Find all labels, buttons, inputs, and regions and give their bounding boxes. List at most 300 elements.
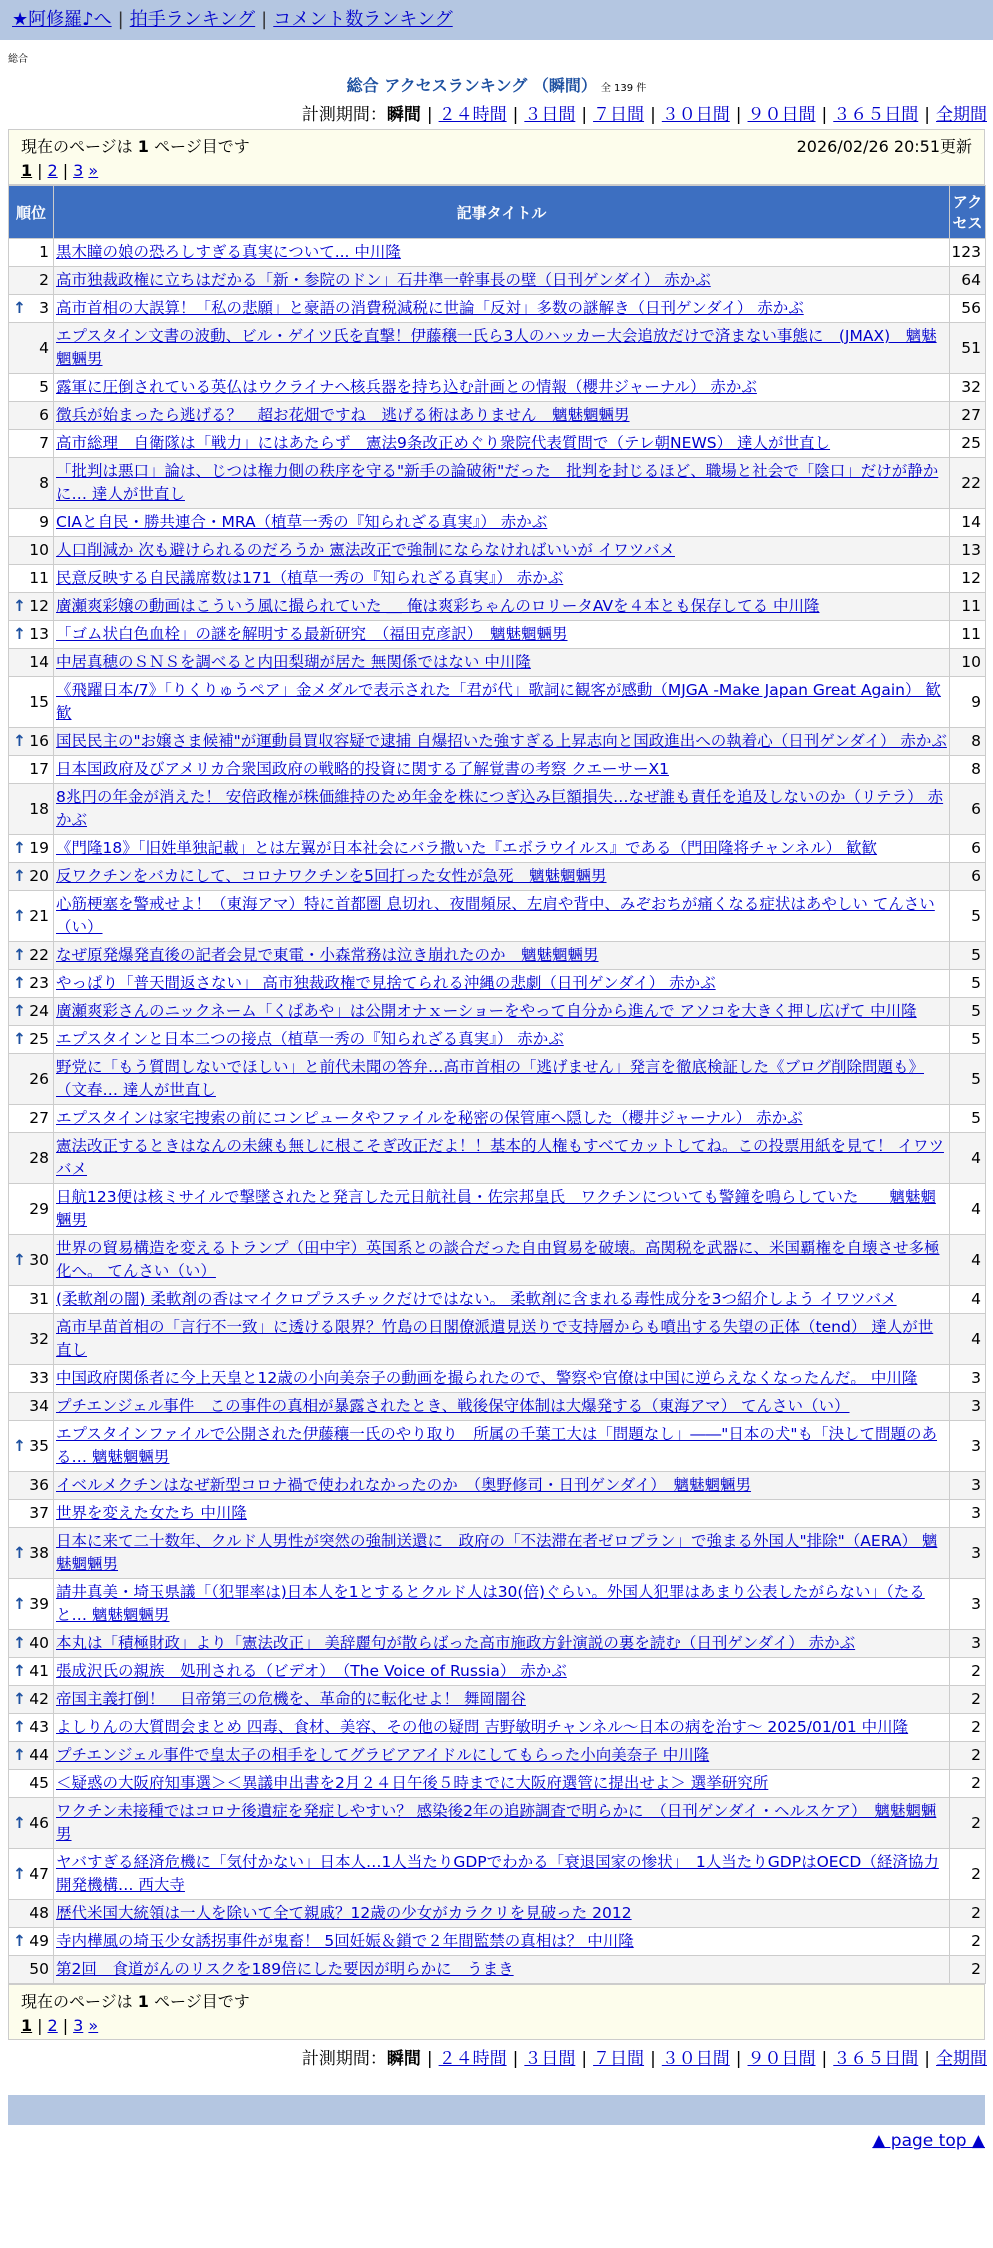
table-row — [9, 1500, 986, 1528]
table-row — [9, 1393, 986, 1421]
rank-up-arrow-icon: ↑ — [13, 1436, 26, 1455]
rank-number: 21 — [29, 906, 49, 925]
rank-up-arrow-icon: ↑ — [13, 1690, 26, 1708]
rank-cell — [9, 998, 54, 1026]
article-title-link[interactable]: エプスタインは家宅捜索の前にコンピュータやファイルを秘密の保管庫へ隠した（櫻井ジャーナル） 赤かぶ — [56, 1109, 803, 1127]
access-count: 14 — [950, 509, 986, 537]
rank-cell — [9, 1365, 54, 1393]
article-title-link[interactable]: 《飛躍日本/7》「りくりゅうペア」金メダルで表示された「君が代」歌詞に観客が感動（MJGA -Make Japan Great Again） 歓歓 — [56, 681, 941, 722]
access-count: 8 — [950, 728, 986, 756]
rank-number: 20 — [29, 867, 49, 885]
table-row — [9, 756, 986, 784]
access-count: 11 — [950, 593, 986, 621]
rank-number: 8 — [39, 473, 49, 492]
page-3-link[interactable]: 3 — [73, 161, 84, 180]
rank-number: 25 — [29, 1030, 49, 1048]
article-title-link[interactable]: プチエンジェル事件で皇太子の相手をしてグラビアアイドルにしてもらった小向美奈子 中川隆 — [56, 1746, 710, 1764]
access-count: 5 — [950, 1026, 986, 1054]
rank-cell — [9, 1630, 54, 1658]
article-title-link[interactable]: 民意反映する自民議席数は171（植草一秀の『知られざる真実』） 赤かぶ — [56, 569, 564, 587]
top-nav — [0, 0, 993, 40]
access-count: 22 — [950, 458, 986, 509]
rank-cell — [9, 458, 54, 509]
article-title-link[interactable]: 世界の貿易構造を変えるトランプ（田中宇）英国系との談合だった自由貿易を破壊。高関税を武器に、米国覇権を自壊させ多極化へ。 てんさい（い） — [56, 1239, 940, 1280]
table-row — [9, 677, 986, 728]
table-row — [9, 1956, 986, 1984]
period-label: 計測期間： — [301, 2049, 387, 2069]
updated-time: 2026/02/26 20:51更新 — [796, 137, 972, 156]
article-title-link[interactable]: 請井真美・埼玉県議「（犯罪率は)日本人を1とするとクルド人は30(倍)ぐらい。外国人犯罪はあまり公表したがらない」（たると… 魑魅魍魎男 — [56, 1583, 925, 1624]
rank-cell — [9, 239, 54, 267]
rank-up-arrow-icon: ↑ — [13, 625, 26, 643]
access-count: 25 — [950, 430, 986, 458]
page-2-link[interactable]: 2 — [47, 161, 58, 180]
page-3-link[interactable]: 3 — [73, 2016, 84, 2035]
rank-number: 18 — [29, 799, 49, 818]
nav-separator: | — [117, 9, 124, 30]
access-count: 2 — [950, 1770, 986, 1798]
rank-up-arrow-icon: ↑ — [13, 1634, 26, 1652]
next-page-link[interactable]: » — [88, 2016, 99, 2035]
rank-number: 36 — [29, 1476, 49, 1494]
article-title-link[interactable]: (柔軟剤の闇) 柔軟剤の香はマイクロプラスチックだけではない。 柔軟剤に含まれる毒性成分を3つ紹介しよう イワツバメ — [56, 1290, 897, 1308]
rank-up-arrow-icon: ↑ — [13, 1543, 26, 1562]
rank-number: 31 — [29, 1290, 49, 1308]
article-title-link[interactable]: 高市早苗首相の「言行不一致」に透ける限界？竹島の日閣僚派遣見送りで支持層からも噴出する失望の正体（tend） 達人が世直し — [56, 1318, 934, 1359]
article-title-link[interactable]: イベルメクチンはなぜ新型コロナ禍で使われなかったのか （奥野修司・日刊ゲンダイ） 魑魅魍魎男 — [56, 1476, 752, 1494]
rank-up-arrow-icon: ↑ — [13, 1030, 26, 1048]
rank-cell — [9, 756, 54, 784]
access-count: 2 — [950, 1849, 986, 1900]
ranking-table — [8, 185, 986, 1984]
access-count: 3 — [950, 1630, 986, 1658]
article-title-link[interactable]: エプスタインファイルで公開された伊藤穰一氏のやり取り 所属の千葉工大は「問題なし」――"日本の犬"も「決して問題のある… 魑魅魍魎男 — [56, 1425, 938, 1466]
rank-number: 41 — [29, 1662, 49, 1680]
rank-number: 11 — [29, 569, 49, 587]
article-title-link[interactable]: 帝国主義打倒！ 日帝第三の危機を、革命的に転化せよ！ 舞岡闇谷 — [56, 1690, 526, 1708]
rank-cell — [9, 942, 54, 970]
period-7d-link[interactable]: ７日間 — [593, 105, 645, 125]
period-30d-link[interactable]: ３０日間 — [661, 2049, 730, 2069]
article-title-link[interactable]: 中居真穂のＳＮＳを調べると内田梨瑚が居た 無関係ではない 中川隆 — [56, 653, 531, 671]
table-row — [9, 402, 986, 430]
rank-cell — [9, 1500, 54, 1528]
period-365d-link[interactable]: ３６５日間 — [833, 105, 919, 125]
pager-bottom: 現在のページは 1 ページ目です 1 | 2 | 3 » — [8, 1984, 985, 2040]
table-row — [9, 537, 986, 565]
access-count: 8 — [950, 756, 986, 784]
period-90d-link[interactable]: ９０日間 — [747, 105, 816, 125]
rank-cell — [9, 537, 54, 565]
rank-number: 6 — [39, 406, 49, 424]
rank-up-arrow-icon: ↑ — [13, 1813, 26, 1832]
access-count: 123 — [950, 239, 986, 267]
rank-number: 12 — [29, 597, 49, 615]
rank-up-arrow-icon: ↑ — [13, 906, 26, 925]
access-count: 3 — [950, 1393, 986, 1421]
access-count: 56 — [950, 295, 986, 323]
page-top-link[interactable]: ▲ page top ▲ — [872, 2131, 985, 2151]
rank-cell — [9, 1900, 54, 1928]
article-title-link[interactable]: エプスタインと日本二つの接点（植草一秀の『知られざる真実』） 赤かぶ — [56, 1030, 564, 1048]
rank-number: 2 — [39, 271, 49, 289]
rank-up-arrow-icon: ↑ — [13, 1250, 26, 1269]
access-count: 4 — [950, 1286, 986, 1314]
period-all-link[interactable]: 全期間 — [936, 105, 987, 125]
rank-number: 49 — [29, 1932, 49, 1950]
rank-number: 48 — [29, 1904, 49, 1922]
period-90d-link[interactable]: ９０日間 — [747, 2049, 816, 2069]
rank-cell — [9, 1235, 54, 1286]
table-row — [9, 784, 986, 835]
rank-cell — [9, 1054, 54, 1105]
access-count: 2 — [950, 1714, 986, 1742]
table-row — [9, 1630, 986, 1658]
article-title-link[interactable]: 人口削減か 次も避けられるのだろうか 憲法改正で強制にならなければいいが イワツバメ — [56, 541, 675, 559]
rank-cell — [9, 1742, 54, 1770]
table-row — [9, 1714, 986, 1742]
rank-cell — [9, 1798, 54, 1849]
rank-number: 24 — [29, 1002, 49, 1020]
rank-cell — [9, 863, 54, 891]
period-365d-link[interactable]: ３６５日間 — [833, 2049, 919, 2069]
article-title-link[interactable]: 8兆円の年金が消えた！ 安倍政権が株価維持のため年金を株につぎ込み巨額損失…なぜ誰も責任を追及しないのか（リテラ） 赤かぶ — [56, 788, 944, 829]
table-row — [9, 1286, 986, 1314]
article-title-link[interactable]: 憲法改正するときはなんの未練も無しに根こそぎ改正だよ！！基本的人権もすべてカットしてね。この投票用紙を見て！ イワツバメ — [56, 1137, 944, 1178]
rank-up-arrow-icon: ↑ — [13, 1594, 26, 1613]
nav-comment-ranking-link[interactable]: コメント数ランキング — [273, 9, 453, 30]
rank-number: 46 — [29, 1813, 49, 1832]
rank-number: 30 — [29, 1250, 49, 1269]
period-3d-link[interactable]: ３日間 — [524, 2049, 576, 2069]
rank-number: 35 — [29, 1436, 49, 1455]
section-tag: 総合 — [8, 54, 28, 65]
article-title-link[interactable]: 本丸は「積極財政」より「憲法改正」 美辞麗句が散らばった高市施政方針演説の裏を読む（日刊ゲンダイ） 赤かぶ — [56, 1634, 856, 1652]
period-24h-link[interactable]: ２４時間 — [438, 2049, 507, 2069]
article-title-link[interactable]: よしりんの大質問会まとめ 四毒、食材、美容、その他の疑問 吉野敏明チャンネル〜日本の病を治す〜 2025/01/01 中川隆 — [56, 1718, 909, 1736]
rank-number: 4 — [39, 338, 49, 357]
rank-cell — [9, 835, 54, 863]
table-row — [9, 1054, 986, 1105]
rank-number: 15 — [29, 692, 49, 711]
rank-number: 50 — [29, 1960, 49, 1978]
table-row — [9, 374, 986, 402]
period-24h-link[interactable]: ２４時間 — [438, 105, 507, 125]
table-row — [9, 565, 986, 593]
access-count: 5 — [950, 942, 986, 970]
access-count: 2 — [950, 1742, 986, 1770]
footer-bar — [8, 2095, 985, 2125]
table-row — [9, 970, 986, 998]
table-row — [9, 942, 986, 970]
article-title-link[interactable]: 反ワクチンをバカにして、コロナワクチンを5回打った女性が急死 魑魅魍魎男 — [56, 867, 607, 885]
article-title-link[interactable]: 寺内樺風の埼玉少女誘拐事件が鬼畜！ 5回妊娠＆鎖で２年間監禁の真相は？ 中川隆 — [56, 1932, 634, 1950]
table-row — [9, 621, 986, 649]
rank-cell — [9, 621, 54, 649]
rank-number: 34 — [29, 1397, 49, 1415]
rank-header: 順位 — [9, 186, 54, 239]
table-row — [9, 267, 986, 295]
rank-up-arrow-icon: ↑ — [13, 946, 26, 964]
access-count: 6 — [950, 784, 986, 835]
rank-up-arrow-icon: ↑ — [13, 597, 26, 615]
ranking-title: 総合 アクセスランキング （瞬間） — [346, 76, 597, 95]
table-row — [9, 1235, 986, 1286]
rank-cell — [9, 970, 54, 998]
period-label: 計測期間： — [301, 105, 387, 125]
rank-number: 32 — [29, 1329, 49, 1348]
access-count: 5 — [950, 1105, 986, 1133]
rank-cell — [9, 1579, 54, 1630]
rank-up-arrow-icon: ↑ — [13, 867, 26, 885]
table-row — [9, 1849, 986, 1900]
table-row — [9, 323, 986, 374]
rank-cell — [9, 509, 54, 537]
rank-number: 28 — [29, 1148, 49, 1167]
period-3d-link[interactable]: ３日間 — [524, 105, 576, 125]
rank-number: 42 — [29, 1690, 49, 1708]
page-current: 1 — [21, 2016, 33, 2035]
rank-up-arrow-icon: ↑ — [13, 974, 26, 992]
table-row — [9, 1472, 986, 1500]
rank-number: 19 — [29, 839, 49, 857]
table-row — [9, 1365, 986, 1393]
article-title-link[interactable]: 中国政府関係者に今上天皇と12歳の小向美奈子の動画を撮られたので、警察や官僚は中国に逆らえなくなったんだ。 中川隆 — [56, 1369, 918, 1387]
rank-cell — [9, 1714, 54, 1742]
article-title-link[interactable]: 《門隆18》「旧姓単独記載」とは左翼が日本社会にバラ撒いた『エボラウイルス』である（門田隆将チャンネル） 歓歓 — [56, 839, 878, 857]
article-title-link[interactable]: 日本に来て二十数年、クルド人男性が突然の強制送還に 政府の「不法滞在者ゼロプラン」で強まる外国人"排除"（AERA） 魑魅魍魎男 — [56, 1532, 938, 1573]
rank-cell — [9, 430, 54, 458]
rank-number: 47 — [29, 1864, 49, 1883]
access-count: 3 — [950, 1579, 986, 1630]
article-title-link[interactable]: エプスタイン文書の波動、ビル・ゲイツ氏を直撃！伊藤穣一氏ら3人のハッカー大会追放だけで済まない事態に (JMAX) 魑魅魍魎男 — [56, 327, 937, 368]
table-row — [9, 295, 986, 323]
article-title-link[interactable]: やっぱり「普天間返さない」 高市独裁政権で見捨てられる沖縄の悲劇（日刊ゲンダイ） 赤かぶ — [56, 974, 716, 992]
rank-number: 44 — [29, 1746, 49, 1764]
period-current: 瞬間 — [386, 2049, 421, 2069]
table-row — [9, 239, 986, 267]
table-row — [9, 835, 986, 863]
rank-up-arrow-icon: ↑ — [13, 299, 26, 317]
access-count: 4 — [950, 1133, 986, 1184]
rank-cell — [9, 1026, 54, 1054]
rank-cell — [9, 1286, 54, 1314]
table-row — [9, 1314, 986, 1365]
rank-up-arrow-icon: ↑ — [13, 1002, 26, 1020]
article-title-link[interactable]: 歴代米国大統領は一人を除いて全て親戚？12歳の少女がカラクリを見破った 2012 — [56, 1904, 632, 1922]
page-title — [0, 73, 993, 96]
access-count: 4 — [950, 1314, 986, 1365]
access-count: 13 — [950, 537, 986, 565]
rank-number: 7 — [39, 434, 49, 452]
rank-number: 37 — [29, 1504, 49, 1522]
rank-number: 40 — [29, 1634, 49, 1652]
page-status: 現在のページは 1 ページ目です — [21, 1992, 250, 2011]
access-count: 32 — [950, 374, 986, 402]
access-count: 9 — [950, 677, 986, 728]
pager-top: 現在のページは 1 ページ目です 2026/02/26 20:51更新 1 | 2 | 3 » — [8, 129, 985, 185]
access-count: 51 — [950, 323, 986, 374]
page-current: 1 — [21, 161, 33, 180]
access-count: 6 — [950, 835, 986, 863]
rank-cell — [9, 1472, 54, 1500]
table-row — [9, 1928, 986, 1956]
title-header: 記事タイトル — [54, 186, 950, 239]
table-row — [9, 430, 986, 458]
table-row — [9, 1686, 986, 1714]
rank-cell — [9, 1928, 54, 1956]
rank-cell — [9, 1849, 54, 1900]
access-count: 5 — [950, 891, 986, 942]
period-selector-bottom: 計測期間：瞬間 | ２４時間 | ３日間 | ７日間 | ３０日間 | ９０日間 | ３６５日間 | 全期間 — [301, 2049, 987, 2069]
article-title-link[interactable]: 国民民主の"お嬢さま候補"が運動員買収容疑で逮捕 自爆招いた強すぎる上昇志向と国政進出への執着心（日刊ゲンダイ） 赤かぶ — [56, 732, 947, 750]
rank-number: 13 — [29, 625, 49, 643]
access-count: 2 — [950, 1798, 986, 1849]
rank-cell — [9, 565, 54, 593]
table-row — [9, 1742, 986, 1770]
access-count: 3 — [950, 1500, 986, 1528]
nav-separator: | — [261, 9, 268, 30]
table-row — [9, 1658, 986, 1686]
rank-cell — [9, 649, 54, 677]
access-count: 3 — [950, 1472, 986, 1500]
rank-number: 16 — [29, 732, 49, 750]
access-count: 12 — [950, 565, 986, 593]
access-count: 6 — [950, 863, 986, 891]
article-title-link[interactable]: ヤバすぎる経済危機に「気付かない」日本人…1人当たりGDPでわかる「衰退国家の惨状」 1人当たりGDPはOECD（経済協力開発機構… 西大寺 — [56, 1853, 939, 1894]
nav-home-link[interactable]: ★阿修羅♪へ — [12, 9, 112, 30]
article-title-link[interactable]: 黒木瞳の娘の恐ろしすぎる真実について... 中川隆 — [56, 243, 401, 261]
rank-cell — [9, 1184, 54, 1235]
rank-number: 27 — [29, 1109, 49, 1127]
access-count: 27 — [950, 402, 986, 430]
access-count: 3 — [950, 1528, 986, 1579]
rank-number: 38 — [29, 1543, 49, 1562]
article-title-link[interactable]: 日航123便は核ミサイルで撃墜されたと発言した元日航社員・佐宗邦皇氏 ワクチンについても警鐘を鳴らしていた 魑魅魍魎男 — [56, 1188, 936, 1229]
page-status: 現在のページは 1 ページ目です — [21, 137, 250, 156]
rank-cell — [9, 728, 54, 756]
nav-clap-ranking-link[interactable]: 拍手ランキング — [129, 9, 256, 30]
table-row — [9, 1133, 986, 1184]
rank-cell — [9, 1105, 54, 1133]
total-count: 全 139 件 — [600, 83, 647, 94]
period-30d-link[interactable]: ３０日間 — [661, 105, 730, 125]
table-row — [9, 1798, 986, 1849]
article-title-link[interactable]: 第2回 食道がんのリスクを189倍にした要因が明らかに うまき — [56, 1960, 514, 1978]
rank-cell — [9, 784, 54, 835]
rank-cell — [9, 1770, 54, 1798]
access-count: 3 — [950, 1421, 986, 1472]
article-title-link[interactable]: CIAと自民・勝共連合・MRA（植草一秀の『知られざる真実』） 赤かぶ — [56, 513, 548, 531]
table-row — [9, 728, 986, 756]
rank-up-arrow-icon: ↑ — [13, 1932, 26, 1950]
article-title-link[interactable]: 野党に「もう質問しないでほしい」と前代未聞の答弁…高市首相の「逃げません」発言を徹底検証した《ブログ削除問題も》（文春… 達人が世直し — [56, 1058, 925, 1099]
article-title-link[interactable]: 心筋梗塞を警戒せよ！（東海アマ）特に首都圏 息切れ、夜間頻尿、左肩や背中、みぞおちが痛くなる症状はあやしい てんさい（い） — [56, 895, 935, 936]
rank-up-arrow-icon: ↑ — [13, 1662, 26, 1680]
rank-number: 14 — [29, 653, 49, 671]
rank-number: 39 — [29, 1594, 49, 1613]
article-title-link[interactable]: 廣瀬爽彩嬢の動画はこういう風に撮られていた ＿ 俺は爽彩ちゃんのロリータAVを４本とも保存してる 中川隆 — [56, 597, 820, 615]
rank-cell — [9, 677, 54, 728]
access-count: 2 — [950, 1686, 986, 1714]
table-row — [9, 998, 986, 1026]
access-header: アクセス — [950, 186, 986, 239]
period-current: 瞬間 — [386, 105, 421, 125]
table-row — [9, 891, 986, 942]
article-title-link[interactable]: なぜ原発爆発直後の記者会見で東電・小森常務は泣き崩れたのか 魑魅魍魎男 — [56, 946, 599, 964]
article-title-link[interactable]: 張成沢氏の親族 処刑される（ビデオ） （The Voice of Russia） 赤かぶ — [56, 1662, 567, 1680]
period-all-link[interactable]: 全期間 — [936, 2049, 987, 2069]
article-title-link[interactable]: 高市独裁政権に立ちはだかる「新・参院のドン」石井準一幹事長の壁（日刊ゲンダイ） 赤かぶ — [56, 271, 711, 289]
rank-number: 3 — [39, 299, 49, 317]
rank-cell — [9, 402, 54, 430]
rank-cell — [9, 1421, 54, 1472]
rank-number: 17 — [29, 760, 49, 778]
rank-cell — [9, 891, 54, 942]
article-title-link[interactable]: 徴兵が始まったら逃げる？ 超お花畑ですね 逃げる術はありません 魑魅魍魎男 — [56, 406, 630, 424]
access-count: 2 — [950, 1956, 986, 1984]
rank-cell — [9, 1393, 54, 1421]
rank-number: 10 — [29, 541, 49, 559]
rank-number: 9 — [39, 513, 49, 531]
rank-number: 23 — [29, 974, 49, 992]
article-title-link[interactable]: 高市首相の大誤算！「私の悲願」と豪語の消費税減税に世論「反対」多数の謎解き（日刊ゲンダイ） 赤かぶ — [56, 299, 804, 317]
rank-number: 43 — [29, 1718, 49, 1736]
table-row — [9, 1184, 986, 1235]
table-row — [9, 1770, 986, 1798]
access-count: 4 — [950, 1184, 986, 1235]
table-row — [9, 1900, 986, 1928]
article-title-link[interactable]: 高市総理 自衛隊は「戦力」にはあたらず 憲法9条改正めぐり衆院代表質問で（テレ朝NEWS） 達人が世直し — [56, 434, 831, 452]
article-title-link[interactable]: 世界を変えた女たち 中川隆 — [56, 1504, 247, 1522]
period-selector-top: 計測期間：瞬間 | ２４時間 | ３日間 | ７日間 | ３０日間 | ９０日間 | ３６５日間 | 全期間 — [301, 105, 987, 125]
access-count: 5 — [950, 1054, 986, 1105]
rank-cell — [9, 323, 54, 374]
period-7d-link[interactable]: ７日間 — [593, 2049, 645, 2069]
access-count: 5 — [950, 970, 986, 998]
access-count: 11 — [950, 621, 986, 649]
table-row — [9, 458, 986, 509]
rank-up-arrow-icon: ↑ — [13, 1718, 26, 1736]
access-count: 2 — [950, 1928, 986, 1956]
rank-up-arrow-icon: ↑ — [13, 1746, 26, 1764]
access-count: 2 — [950, 1658, 986, 1686]
article-title-link[interactable]: 「ゴム状白色血栓」の謎を解明する最新研究 （福田克彦訳） 魑魅魍魎男 — [56, 625, 568, 643]
article-title-link[interactable]: プチエンジェル事件 この事件の真相が暴露されたとき、戦後保守体制は大爆発する（東海アマ） てんさい（い） — [56, 1397, 850, 1415]
rank-cell — [9, 593, 54, 621]
article-title-link[interactable]: 「批判は悪口」論は、じつは権力側の秩序を守る"新手の論破術"だった 批判を封じるほど、職場と社会で「陰口」だけが静かに… 達人が世直し — [56, 462, 939, 503]
article-title-link[interactable]: 廣瀬爽彩さんのニックネーム「くぱあや」は公開オナｘーショーをやって自分から進んで アソコを大きく押し広げて 中川隆 — [56, 1002, 917, 1020]
article-title-link[interactable]: 日本国政府及びアメリカ合衆国政府の戦略的投資に関する了解覚書の考察 クエーサーX1 — [56, 760, 670, 778]
article-title-link[interactable]: ワクチン未接種ではコロナ後遺症を発症しやすい？ 感染後2年の追跡調査で明らかに （日刊ゲンダイ・ヘルスケア） 魑魅魍魎男 — [56, 1802, 937, 1843]
access-count: 64 — [950, 267, 986, 295]
rank-cell — [9, 295, 54, 323]
next-page-link[interactable]: » — [88, 161, 99, 180]
access-count: 3 — [950, 1365, 986, 1393]
rank-cell — [9, 1658, 54, 1686]
table-row — [9, 1421, 986, 1472]
rank-cell — [9, 1686, 54, 1714]
rank-number: 33 — [29, 1369, 49, 1387]
page-2-link[interactable]: 2 — [47, 2016, 58, 2035]
access-count: 5 — [950, 998, 986, 1026]
table-row — [9, 1528, 986, 1579]
rank-cell — [9, 1956, 54, 1984]
rank-up-arrow-icon: ↑ — [13, 839, 26, 857]
rank-up-arrow-icon: ↑ — [13, 1864, 26, 1883]
article-title-link[interactable]: 露軍に圧倒されている英仏はウクライナへ核兵器を持ち込む計画との情報（櫻井ジャーナル） 赤かぶ — [56, 378, 757, 396]
article-title-link[interactable]: ＜疑惑の大阪府知事選＞＜異議申出書を2月２４日午後５時までに大阪府選管に提出せよ＞ 選挙研究所 — [56, 1774, 769, 1792]
